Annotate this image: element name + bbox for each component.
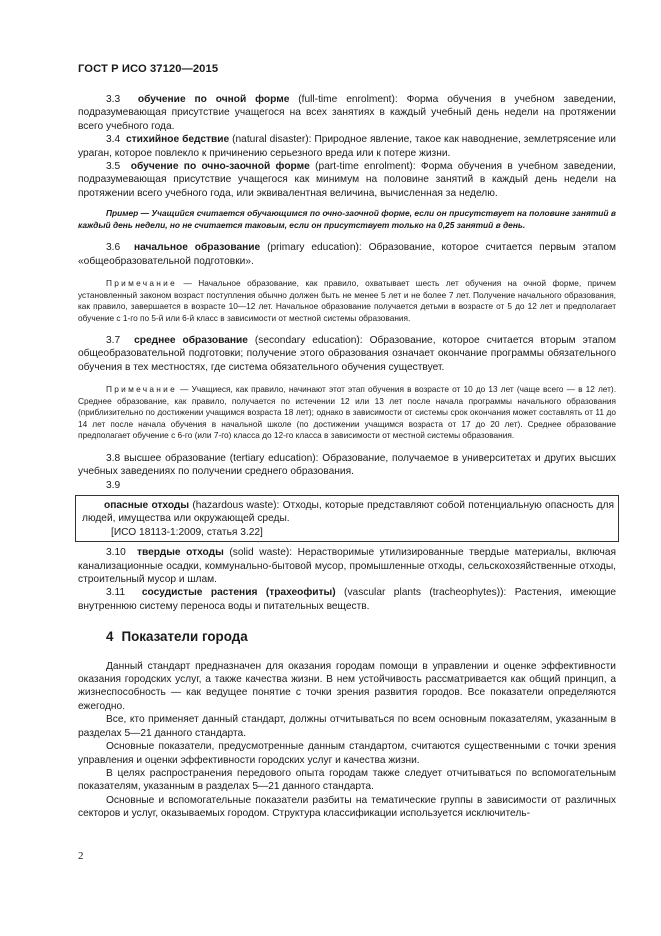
definition-3-9-box bbox=[75, 495, 619, 542]
term: обучение по очно-заочной форме bbox=[130, 161, 310, 173]
source-reference: [ИСО 18113-1:2009, статья 3.22] bbox=[111, 526, 263, 538]
definition-3-4: 3.4 стихийное бедствие (natural disaster): Природное явление, такое как наводнение, землетрясение или ураган, которое повлекло к причинению серьезного вреда или к потере жизни. bbox=[78, 134, 616, 159]
example-text: Пример — Учащийся считается обучающимся по очно-заочной форме, если он присутствует на половине занятий в каждый день недели, но не считается таковым, если он присутствует только на 0,25 занятий в день. bbox=[78, 208, 616, 230]
running-header: ГОСТ Р ИСО 37120—2015 bbox=[78, 63, 219, 75]
section-4-heading bbox=[78, 630, 616, 643]
paragraph: Данный стандарт предназначен для оказания городам помощи в управлении и оценке эффективности оказания городских услуг, а также качества жизни. В нем устойчивость рассматривается как общий принцип, а жизнеспособность — как ведущее понятие с точки зрения развития городов. Все показатели определяются ежегодно. bbox=[78, 660, 616, 712]
note-primary-education: Примечание — Начальное образование, как правило, охватывает шесть лет обучения на очной форме, причем установленный законом возраст поступления обычно должен быть не менее 5 лет и не более 7 лет. Получение начального образования, как правило, завершается в возрасте 10—12 лет. Начальное образование получается детьми в возрасте от 5 до 12 лет и предполагает обучение с 1-го по 5-й или 6-й класс в зависимости от местной системы образования. bbox=[78, 278, 616, 323]
term: начальное образование bbox=[133, 242, 261, 254]
note-label: Примечание bbox=[106, 384, 178, 395]
definition-3-7: 3.7 среднее образование (secondary education): Образование, которое считается вторым этапом общеобразовательной подготовки; получение этого образования означает окончание программы обязательного обучения в тех местностях, где система обязательного обучения существует. bbox=[78, 335, 616, 373]
paragraph: В целях распространения передового опыта городам также следует отчитываться по вспомогательным показателям, указанным в разделах 5—21 данного стандарта. bbox=[78, 767, 616, 793]
definition-3-5: 3.5 обучение по очно-заочной форме (part-time enrolment): Форма обучения в учебном заведении, подразумевающая присутствие учащегося как минимум на половине занятий в каждый день недели на протяжении всего учебного года, или эквивалентная величина, вычисленная за неделю. bbox=[78, 161, 616, 199]
note-label: Примечание bbox=[106, 278, 178, 289]
term: стихийное бедствие bbox=[126, 134, 230, 146]
definition-3-8: 3.8 высшее образование (tertiary education): Образование, получаемое в университетах и других высших учебных заведениях по получении среднего образования. bbox=[78, 452, 616, 478]
page-content bbox=[78, 93, 616, 821]
paragraph: Все, кто применяет данный стандарт, должны отчитываться по всем основным показателям, указанным в разделах 5—21 данного стандарта. bbox=[78, 714, 616, 739]
definition-3-6: 3.6 начальное образование (primary education): Образование, которое считается первым этапом «общеобразовательной подготовки». bbox=[78, 242, 616, 267]
term: сосудистые растения (трахеофиты) bbox=[141, 587, 336, 599]
definition-3-10: 3.10 твердые отходы (solid waste): Нерастворимые утилизированные твердые материалы, включая канализационные осадки, коммунально-бытовой мусор, промышленные отходы, сельскохозяйственные отходы, строительный мусор и шлам. bbox=[78, 547, 616, 586]
term: опасные отходы bbox=[104, 500, 190, 511]
section-number: 4 bbox=[106, 629, 114, 645]
paragraph: Основные показатели, предусмотренные данным стандартом, считаются существенными с точки зрения управления и оценки эффективности городских услуг и качества жизни. bbox=[78, 741, 616, 766]
definition-3-9: опасные отходы (hazardous waste): Отходы, которые представляют собой потенциальную опасность для людей, имущества или окружающей среды. bbox=[82, 500, 614, 525]
definition-3-11: 3.11 сосудистые растения (трахеофиты) (vascular plants (tracheophytes)): Растения, имеющие внутреннюю систему переноса воды и питательных веществ. bbox=[78, 587, 616, 612]
term: обучение по очной форме bbox=[137, 94, 290, 105]
note-secondary-education: Примечание — Учащиеся, как правило, начинают этот этап обучения в возрасте от 10 до 13 лет (чаще всего — в 12 лет). Среднее образование, как правило, получается по истечении 12 или 13 лет после начала программы начального образования (приблизительно по достижении учащимся возраста 18 лет); однако в зависимости от системы срок окончания может составлять от 11 до 14 лет после начала обучения в начальной школе (по достижении учащимся возраста от 17 до 20 лет). Среднее образование предполагает обучение с 6-го (или 7-го) класса до 12-го класса в зависимости от местной системы образования. bbox=[78, 384, 616, 441]
section-title: Показатели города bbox=[121, 629, 248, 645]
term: среднее образование bbox=[134, 335, 248, 347]
page-number: 2 bbox=[78, 850, 84, 862]
paragraph: Основные и вспомогательные показатели разбиты на тематические группы в зависимости от различных секторов и услуг, оказываемых городом. Структура классификации используется исключитель- bbox=[78, 794, 616, 820]
term: твердые отходы bbox=[136, 547, 224, 559]
definition-3-9-number: 3.9 bbox=[106, 479, 121, 491]
definition-3-3: 3.3 обучение по очной форме (full-time enrolment): Форма обучения в учебном заведении, подразумевающая присутствие учащегося на всех занятиях в каждый учебный день недели на протяжении всего учебного года. bbox=[78, 94, 616, 132]
